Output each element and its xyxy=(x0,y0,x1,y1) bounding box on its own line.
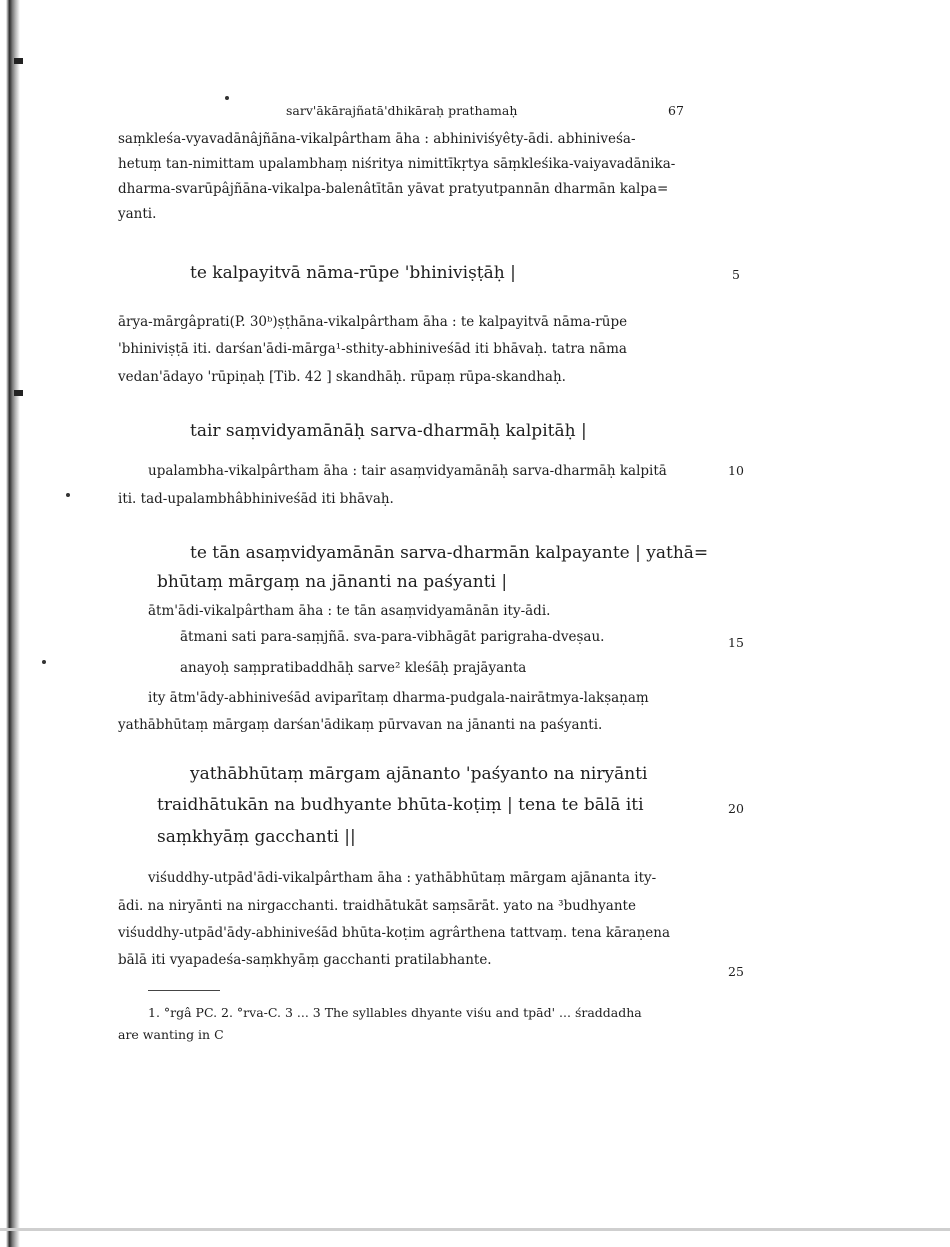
line-number: 5 xyxy=(732,267,740,282)
commentary-line: ity ātm'ādy-abhiniveśād aviparītaṃ dharma-pudgala-nairātmya-lakṣaṇaṃ xyxy=(148,690,649,706)
footnote-rule xyxy=(148,990,220,991)
speck xyxy=(42,660,46,664)
commentary-line: yathābhūtaṃ mārgaṃ darśan'ādikaṃ pūrvavan na jānanti na paśyanti. xyxy=(118,717,603,733)
commentary-line: vedan'ādayo 'rūpiṇaḥ [Tib. 42 ] skandhāḥ. rūpaṃ rūpa-skandhaḥ. xyxy=(118,369,566,385)
line-number: 20 xyxy=(728,801,744,816)
verse-line: bhūtaṃ mārgaṃ na jānanti na paśyanti | xyxy=(157,572,508,592)
verse-line: tair saṃvidyamānāḥ sarva-dharmāḥ kalpitāḥ | xyxy=(190,421,587,441)
verse-line: te tān asaṃvidyamānān sarva-dharmān kalpayante | yathā= xyxy=(190,543,709,563)
commentary-line: upalambha-vikalpârtham āha : tair asaṃvidyamānāḥ sarva-dharmāḥ kalpitā xyxy=(148,463,667,479)
line-number: 15 xyxy=(728,635,744,650)
commentary-line: hetuṃ tan-nimittam upalambhaṃ niśritya nimittīkṛtya sāṃkleśika-vaiyavadānika- xyxy=(118,156,676,172)
footnote-line: are wanting in C xyxy=(118,1027,224,1042)
commentary-line: ādi. na niryānti na nirgacchanti. traidhātukāt saṃsārāt. yato na ³budhyante xyxy=(118,898,636,914)
commentary-line: viśuddhy-utpād'ādi-vikalpârtham āha : yathābhūtaṃ mārgam ajānanta ity- xyxy=(148,870,657,886)
verse-line: saṃkhyāṃ gacchanti || xyxy=(157,827,356,847)
commentary-line: iti. tad-upalambhâbhiniveśād iti bhāvaḥ. xyxy=(118,491,394,507)
speck xyxy=(225,96,229,100)
footnote-line: 1. °rgâ PC. 2. °rva-C. 3 ... 3 The syllables dhyante viśu and tpād' ... śraddadha xyxy=(148,1005,642,1020)
commentary-line: ātm'ādi-vikalpârtham āha : te tān asaṃvidyamānān ity-ādi. xyxy=(148,603,551,619)
verse-line: traidhātukān na budhyante bhūta-koṭiṃ | tena te bālā iti xyxy=(157,795,644,815)
binding-mark xyxy=(14,390,23,396)
line-number: 25 xyxy=(728,964,744,979)
commentary-line: saṃkleśa-vyavadānâjñāna-vikalpârtham āha : abhiniviśyêty-ādi. abhiniveśa- xyxy=(118,131,636,147)
commentary-line: viśuddhy-utpād'ādy-abhiniveśād bhūta-koṭim agrârthena tattvaṃ. tena kāraṇena xyxy=(118,925,671,941)
binding-mark xyxy=(14,58,23,64)
commentary-line: ārya-mārgâprati(P. 30ᵇ)ṣṭhāna-vikalpârtham āha : te kalpayitvā nāma-rūpe xyxy=(118,314,628,330)
verse-line: te kalpayitvā nāma-rūpe 'bhiniviṣṭāḥ | xyxy=(190,263,516,283)
commentary-line: dharma-svarūpâjñāna-vikalpa-balenâtītān yāvat pratyutpannān dharmān kalpa= xyxy=(118,181,669,197)
verse-line: yathābhūtaṃ mārgam ajānanto 'paśyanto na niryānti xyxy=(190,764,648,784)
running-title: sarv'ākārajñatā'dhikāraḥ prathamaḥ xyxy=(286,103,518,118)
page-binding-shadow xyxy=(6,0,20,1247)
page-number: 67 xyxy=(668,103,684,118)
page-bottom-edge xyxy=(0,1228,950,1231)
commentary-line: ātmani sati para-saṃjñā. sva-para-vibhāgāt parigraha-dveṣau. xyxy=(180,629,605,645)
line-number: 10 xyxy=(728,463,744,478)
speck xyxy=(66,493,70,497)
commentary-line: yanti. xyxy=(118,206,157,222)
commentary-line: bālā iti vyapadeśa-saṃkhyāṃ gacchanti pratilabhante. xyxy=(118,952,492,968)
commentary-line: 'bhiniviṣṭā iti. darśan'ādi-mārga¹-sthity-abhiniveśād iti bhāvaḥ. tatra nāma xyxy=(118,341,627,357)
commentary-line: anayoḥ saṃpratibaddhāḥ sarve² kleśāḥ prajāyanta xyxy=(180,660,527,676)
